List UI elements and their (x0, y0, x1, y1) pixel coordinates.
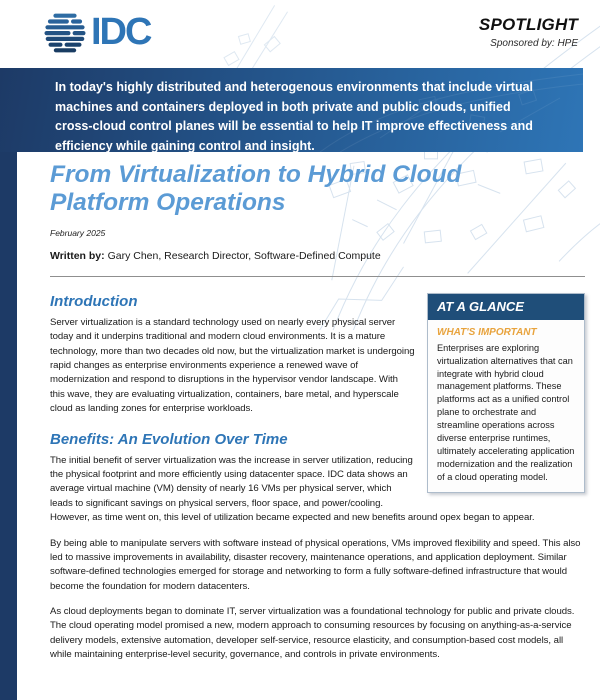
section-heading-introduction: Introduction (50, 292, 138, 310)
benefits-paragraph-2: By being able to manipulate servers with software instead of physical operations, VMs improved flexibility and speed. This also led to massive improvements in availability, disaster recovery, maintenance operations, and application deployment. Similar software-defined technologies emerged for storage and networking to form a fully software-defined infrastructure that would become the foundation for modern datacenters. (50, 537, 581, 592)
abstract-banner (0, 68, 583, 152)
content-area (50, 152, 585, 674)
header-divider (50, 276, 585, 277)
byline (50, 250, 585, 262)
introduction-paragraph: Server virtualization is a standard technology used on nearly every physical server today and it underpins traditional and modern cloud environments. It is a mature technology, more than two decades old now, but the virtualization market is undergoing rapid changes as enterprise environments experience a renewed wave of modernization and respond to disruptions in the hypervisor vendor landscape. With this wave, they are evaluating virtualization, containers, bare metal, and hyperscale cloud as landing zones for enterprise workloads. (50, 316, 415, 415)
banner-abstract-text: In today's highly distributed and heterogenous environments that include virtual machines and containers deployed in both private and public clouds, unified cross-cloud control planes will be essential to help IT improve effectiveness and efficiency while gaining control and insight. (55, 80, 534, 153)
written-by-label: Written by: (50, 249, 105, 262)
spotlight-label: SPOTLIGHT (478, 15, 578, 34)
idc-logo-text: IDC (91, 11, 151, 53)
idc-globe-icon (44, 11, 86, 53)
body-columns (50, 293, 585, 663)
left-accent-stripe (0, 152, 17, 700)
at-a-glance-body (428, 320, 584, 493)
header-right (479, 15, 578, 49)
benefits-paragraph-3: As cloud deployments began to dominate IT, server virtualization was a foundational technology for public and private clouds. The cloud operating model promised a new, modern approach to consuming resources by focusing on anything-as-a-service delivery models, extensive automation, developer self-service, resource elasticity, and consumption-based cost models, all while maintaining enterprise-level security, governance, and controls in private environments. (50, 606, 575, 661)
whats-important-text: Enterprises are exploring virtualization alternatives that can integrate with hybrid cloud management platforms. These platforms act as a unified control plane to orchestrate and streamline operations across diverse enterprise runtimes, ultimately accelerating application modernization and the realization of a cloud operating model. (437, 342, 575, 482)
idc-logo (44, 11, 150, 53)
benefits-paragraph-1: The initial benefit of server virtualization was the increase in server utilization, reducing the physical footprint and more efficiently using datacenter space. IDC data shows an average virtual machine (VM) density of nearly 16 VMs per physical server, which leads to significant savings on physical servers, floor space, and power/cooling. However, as time went on, this level of utilization became expected and new benefits around opex began to appear. (50, 454, 535, 524)
whats-important-heading: WHAT'S IMPORTANT (437, 326, 537, 338)
publication-date: February 2025 (50, 227, 106, 238)
document-title: From Virtualization to Hybrid Cloud Platform Operations (50, 161, 462, 217)
at-a-glance-header: AT A GLANCE (428, 294, 584, 320)
sponsored-by-label: Sponsored by: HPE (490, 38, 578, 49)
at-a-glance-box (427, 293, 585, 494)
section-heading-benefits: Benefits: An Evolution Over Time (50, 430, 288, 448)
page-header (0, 0, 600, 68)
author-name: Gary Chen, Research Director, Software-Defined Compute (107, 249, 381, 262)
